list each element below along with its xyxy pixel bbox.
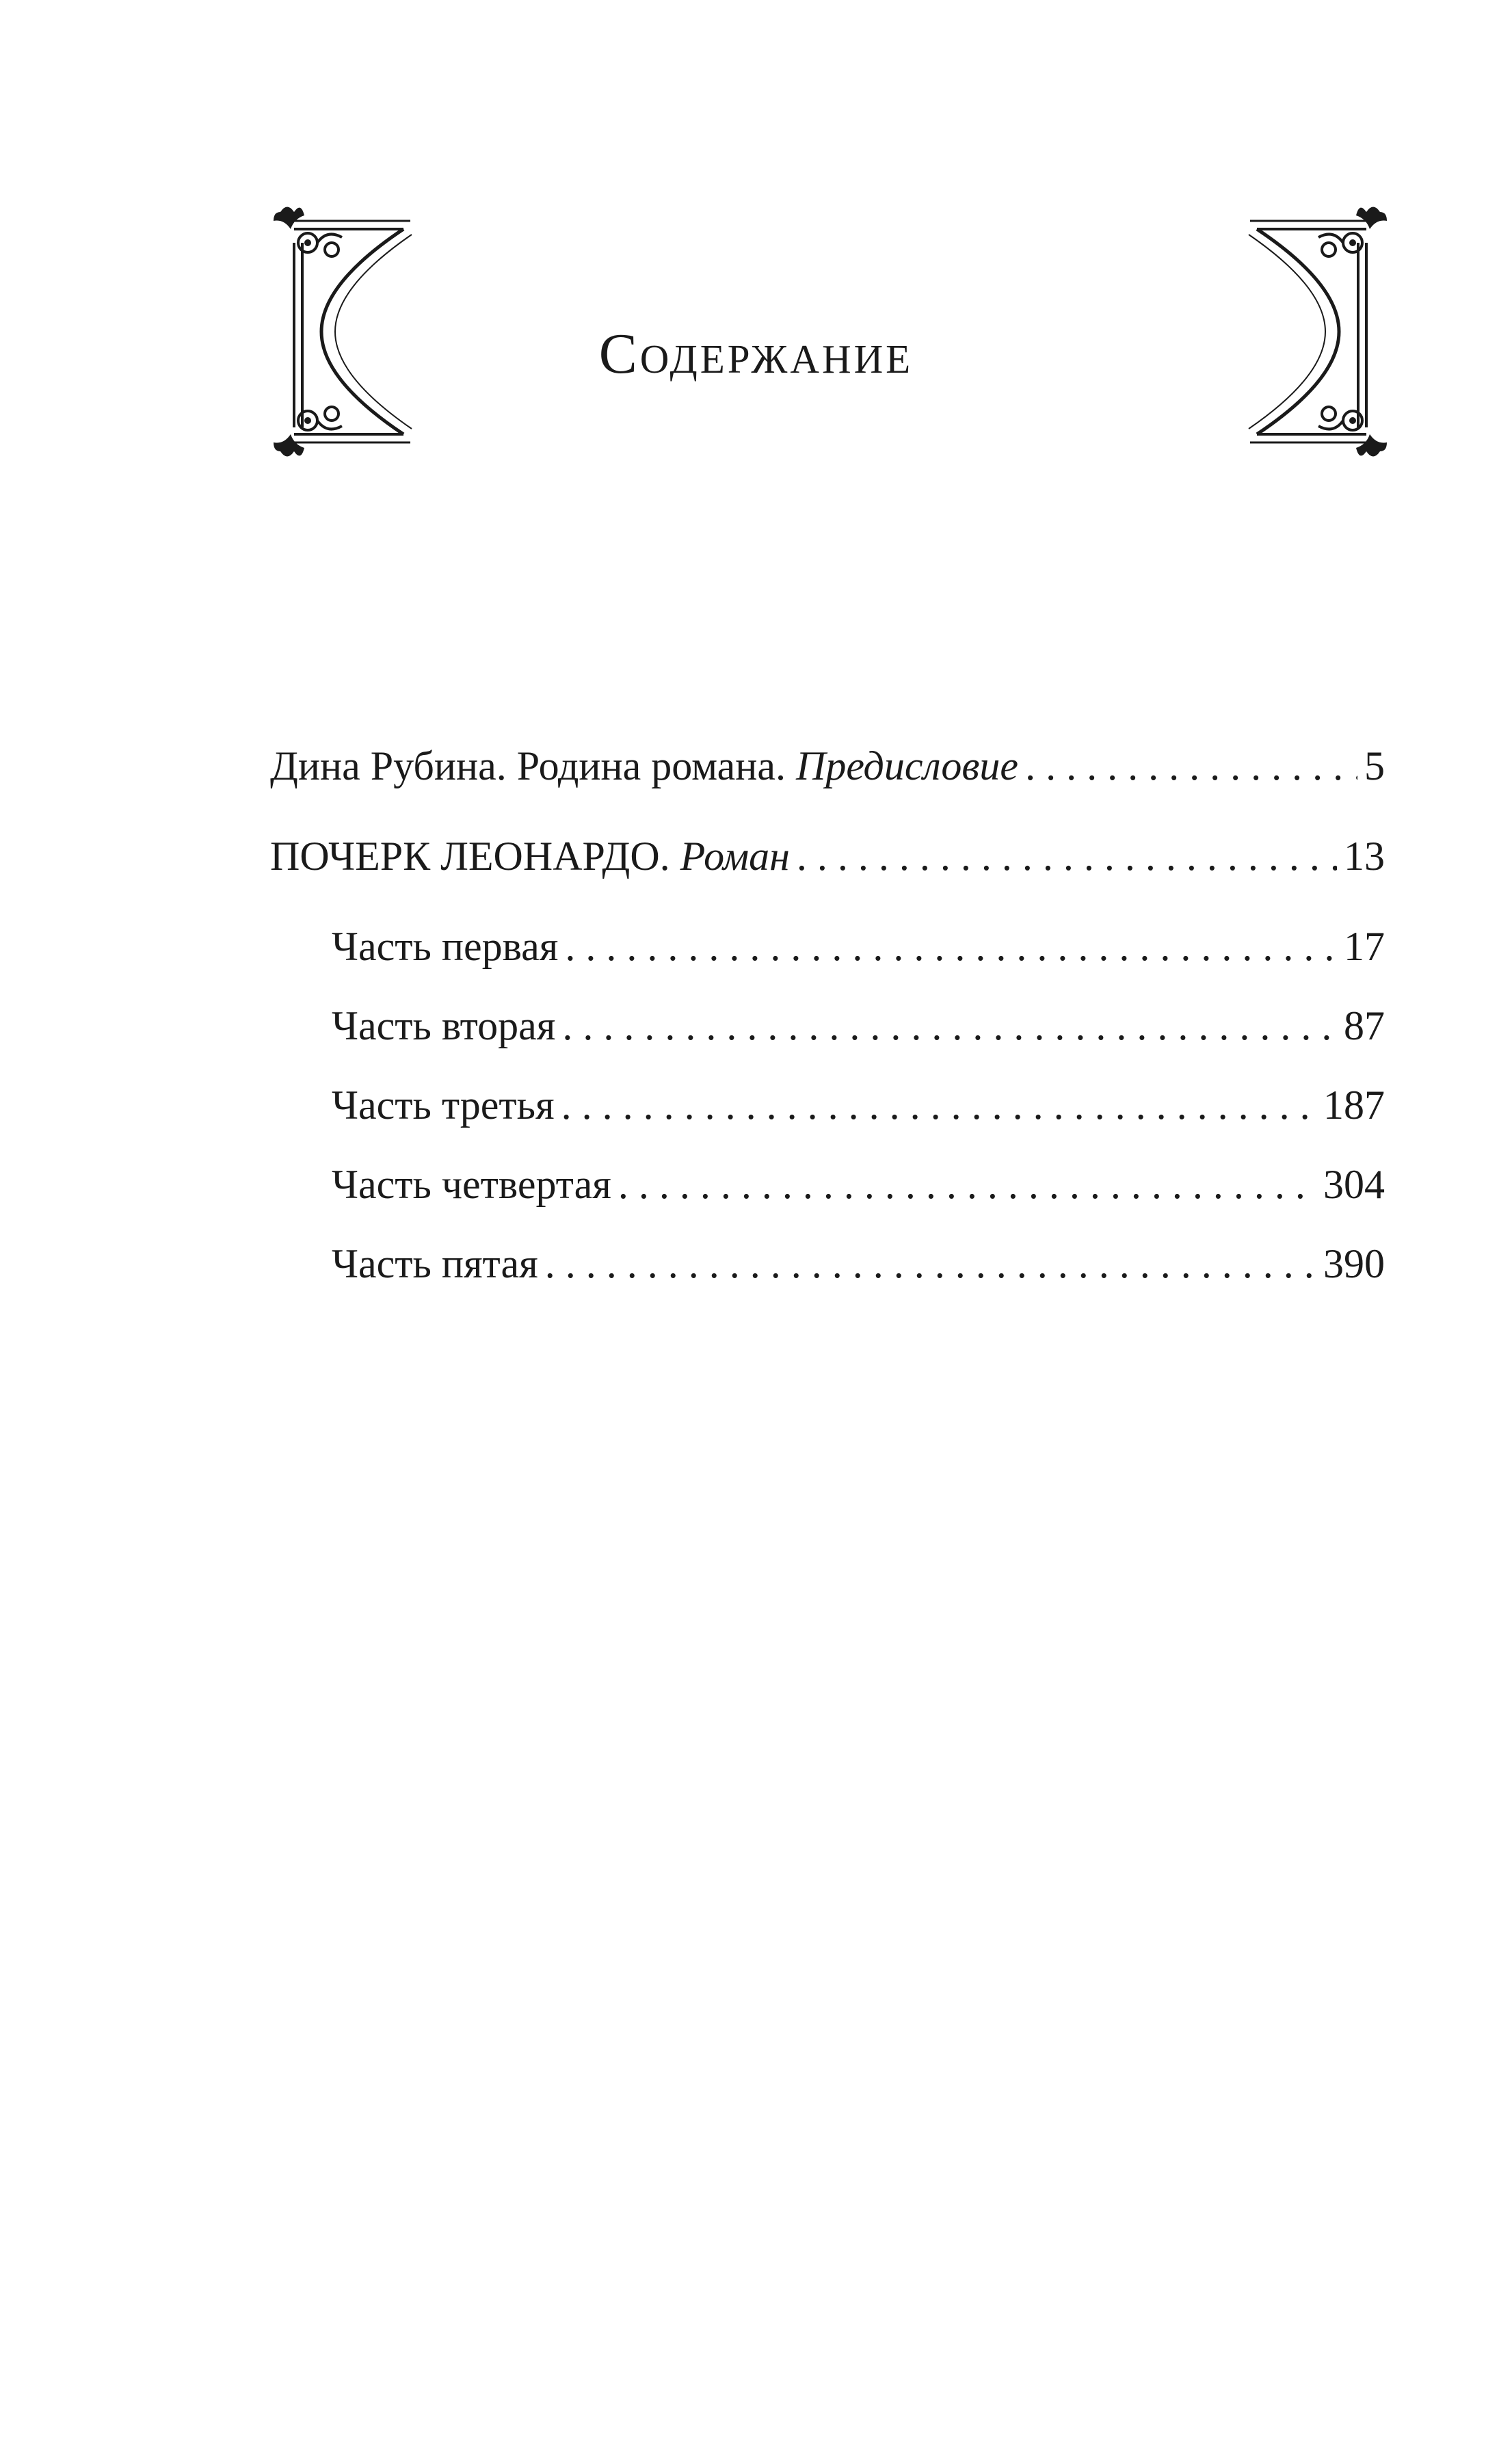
toc-leader-dots <box>545 1243 1316 1284</box>
toc-leader-dots <box>797 836 1337 877</box>
toc-entry-label: Часть пятая <box>332 1241 538 1286</box>
toc-entry-part-2[interactable] <box>270 1005 1385 1085</box>
toc-entry-label: Часть вторая <box>332 1003 556 1048</box>
toc-entry-part-3[interactable] <box>270 1085 1385 1164</box>
toc-page-number: 13 <box>1344 834 1385 879</box>
toc-page-number: 304 <box>1323 1162 1385 1207</box>
toc-leader-dots <box>561 1085 1316 1126</box>
toc-leader-dots <box>562 1005 1337 1046</box>
toc-entry-label: ПОЧЕРК ЛЕОНАРДО. Роман <box>270 834 790 879</box>
toc-entry-label: Часть третья <box>332 1083 555 1128</box>
toc-leader-dots <box>1025 745 1357 786</box>
table-of-contents <box>270 745 1385 1323</box>
toc-page-number: 5 <box>1364 743 1385 788</box>
toc-entry-part-5[interactable] <box>270 1243 1385 1323</box>
toc-entry-preface[interactable] <box>270 745 1385 836</box>
toc-entry-part-4[interactable] <box>270 1164 1385 1243</box>
toc-page-number: 390 <box>1323 1241 1385 1286</box>
toc-entry-label: Часть первая <box>332 924 559 969</box>
toc-leader-dots <box>618 1164 1316 1205</box>
toc-page-number: 17 <box>1344 924 1385 969</box>
toc-entry-label: Дина Рубина. Родина романа. Предисловие <box>270 743 1019 788</box>
toc-page-number: 87 <box>1344 1003 1385 1048</box>
toc-page-number: 187 <box>1323 1083 1385 1128</box>
toc-entry-label: Часть четвертая <box>332 1162 611 1207</box>
toc-leader-dots <box>565 926 1337 967</box>
toc-entry-novel[interactable] <box>270 836 1385 926</box>
page-title: Содержание <box>598 322 914 386</box>
toc-entry-part-1[interactable] <box>270 926 1385 1005</box>
